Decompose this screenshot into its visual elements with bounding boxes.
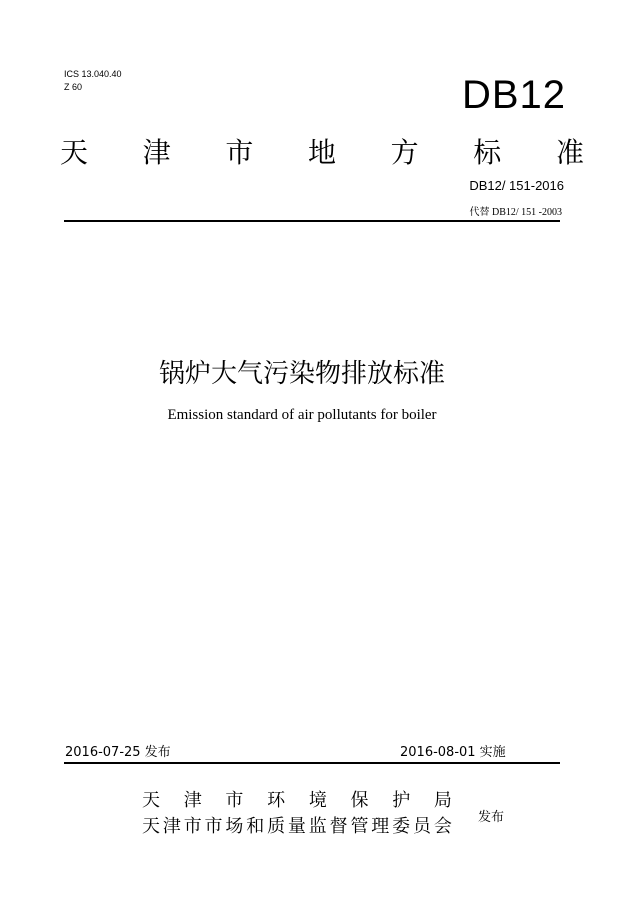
issuer-char: 市 xyxy=(225,790,244,811)
ics-code: ICS 13.040.40 xyxy=(64,69,122,79)
issuer-line-1 xyxy=(142,789,452,813)
issuer-char: 会 xyxy=(433,816,452,837)
issuer-char: 市 xyxy=(183,816,202,837)
issuer-char: 境 xyxy=(308,790,327,811)
issuer-char: 和 xyxy=(246,816,265,837)
region-title-char: 地 xyxy=(307,136,336,169)
issuer-char: 保 xyxy=(350,790,369,811)
classification-code: Z 60 xyxy=(64,82,83,92)
document-title-en: Emission standard of air pollutants for boiler xyxy=(167,407,437,423)
issuer-char: 委 xyxy=(392,816,411,837)
issuer-char: 管 xyxy=(350,816,369,837)
ics-code-block xyxy=(64,68,122,94)
region-standard-title xyxy=(60,135,584,171)
issuer-char: 量 xyxy=(287,816,306,837)
issuer-char: 天 xyxy=(142,816,160,837)
issuer-char: 督 xyxy=(329,816,348,837)
issuer-char: 市 xyxy=(204,816,223,837)
region-title-char: 市 xyxy=(225,136,254,169)
issuer-char: 天 xyxy=(142,790,160,811)
issued-label: 发布 xyxy=(478,810,505,825)
region-title-char: 方 xyxy=(390,136,419,169)
issuer-char: 理 xyxy=(371,816,390,837)
replaces-note: 代替 DB12/ 151 -2003 xyxy=(469,207,562,218)
region-title-char: 天 xyxy=(60,136,89,169)
issuer-char: 护 xyxy=(392,790,411,811)
publish-date: 2016-07-25 发布 xyxy=(65,745,171,760)
issuer-char: 局 xyxy=(433,790,452,811)
issuer-char: 场 xyxy=(225,816,244,837)
issuer-char: 津 xyxy=(162,816,181,837)
region-title-char: 津 xyxy=(142,136,171,169)
bottom-divider xyxy=(64,762,560,764)
issuer-line-2 xyxy=(142,815,452,839)
standard-number: DB12/ 151-2016 xyxy=(469,178,564,193)
document-title-cn: 锅炉大气污染物排放标准 xyxy=(158,359,445,389)
region-title-char: 准 xyxy=(555,136,584,169)
db-code: DB12 xyxy=(461,73,566,117)
issuer-char: 员 xyxy=(412,816,431,837)
region-title-char: 标 xyxy=(473,136,502,169)
issuer-char: 质 xyxy=(267,816,286,837)
issuer-char: 监 xyxy=(308,816,327,837)
issuer-char: 津 xyxy=(183,790,202,811)
issuer-char: 环 xyxy=(267,790,286,811)
top-divider xyxy=(64,220,560,222)
implement-date: 2016-08-01 实施 xyxy=(400,745,506,760)
